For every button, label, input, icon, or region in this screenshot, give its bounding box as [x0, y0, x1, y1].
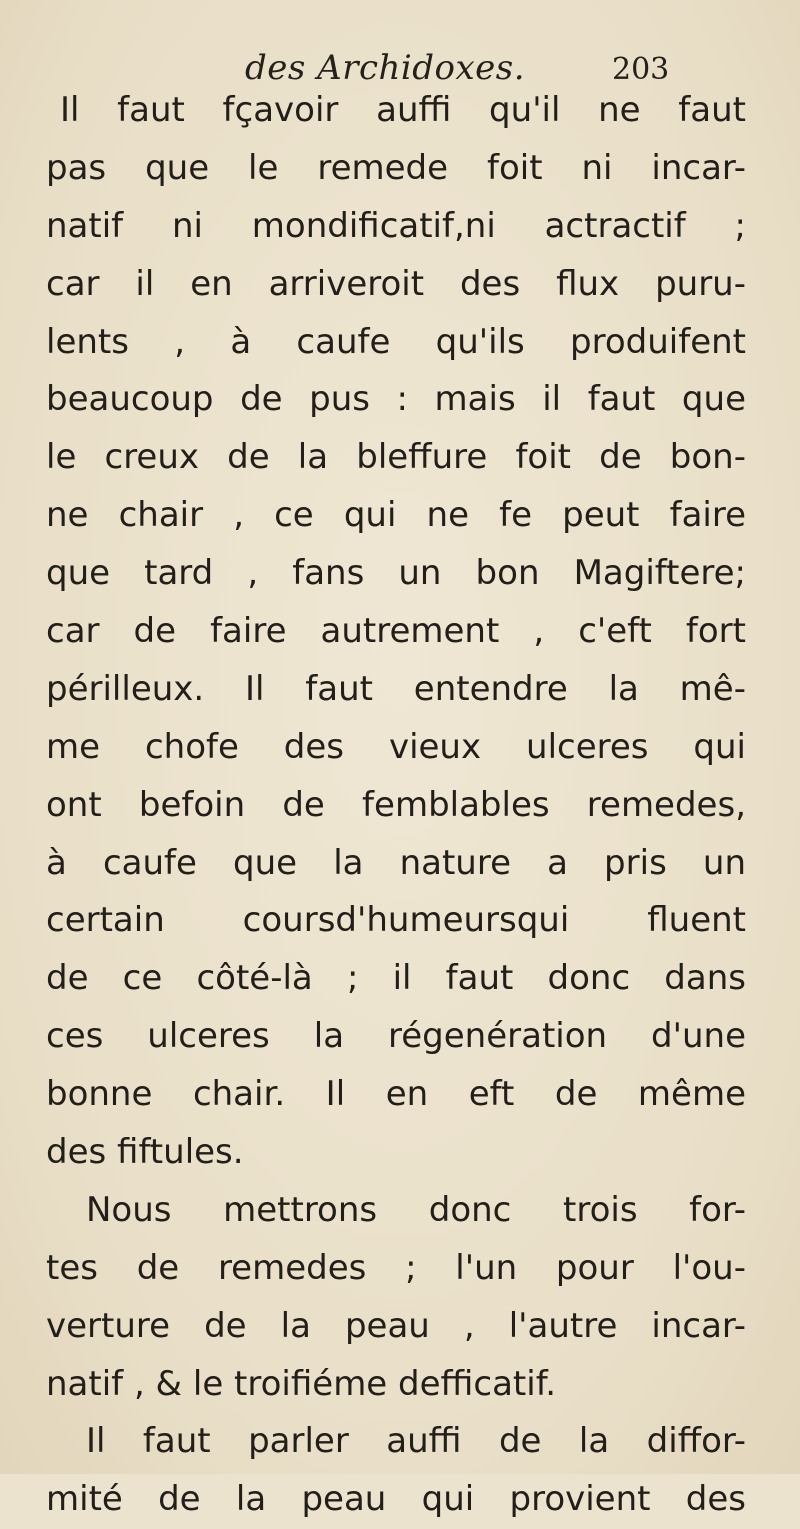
text-line: lents , à caufe qu'ils produifent: [46, 321, 746, 362]
text-line: car il en arriveroit des flux puru-: [46, 263, 746, 304]
text-line: des fiftules.: [46, 1132, 244, 1173]
text-line: de ce côté-là ; il faut donc dans: [46, 958, 746, 999]
text-line: ont befoin de femblables remedes,: [46, 784, 746, 825]
text-line: Il faut fçavoir auffi qu'il ne faut: [60, 90, 746, 130]
text-line: ces ulceres la régenération d'une: [46, 1016, 746, 1057]
text-line: me chofe des vieux ulceres qui: [46, 726, 746, 767]
text-line: beaucoup de pus : mais il faut que: [46, 379, 746, 420]
text-line: Nous mettrons donc trois for-: [86, 1189, 746, 1230]
text-line: certain coursd'humeursqui fluent: [46, 900, 746, 941]
page-number: 203: [612, 52, 670, 87]
text-line: périlleux. Il faut entendre la mê-: [46, 668, 746, 709]
text-line: car de faire autrement , c'eft fort: [46, 611, 746, 652]
text-line: mité de la peau qui provient des: [46, 1479, 746, 1520]
text-line: que tard , fans un bon Magiftere;: [46, 553, 746, 594]
text-line: verture de la peau , l'autre incar-: [46, 1305, 746, 1346]
text-line: bonne chair. Il en eft de même: [46, 1074, 746, 1115]
body-text: [46, 82, 746, 1529]
text-line: à caufe que la nature a pris un: [46, 842, 746, 883]
text-line: ne chair , ce qui ne fe peut faire: [46, 495, 746, 536]
text-line: pas que le remede foit ni incar-: [46, 147, 746, 188]
text-line: Il faut parler auffi de la diffor-: [86, 1421, 746, 1462]
text-line: natif , & le troifiéme defficatif.: [46, 1363, 557, 1404]
running-title: des Archidoxes.: [245, 48, 526, 88]
text-line: natif ni mondificatif,ni actractif ;: [46, 205, 746, 246]
text-line: le creux de la bleffure foit de bon-: [46, 437, 746, 478]
text-line: tes de remedes ; l'un pour l'ou-: [46, 1247, 746, 1288]
